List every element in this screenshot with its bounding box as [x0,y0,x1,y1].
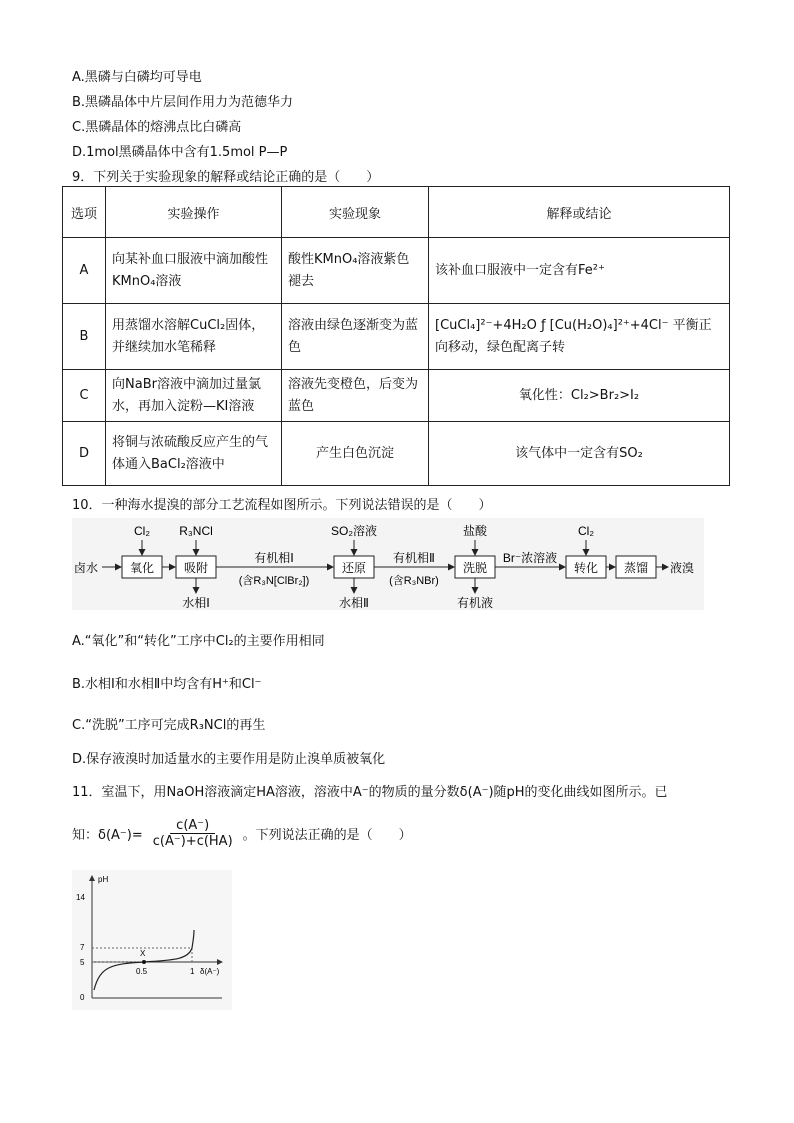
row-operation: 用蒸馏水溶解CuCl₂固体，并继续加水笔稀释 [106,304,282,370]
flow-box-elute [455,556,495,578]
arrow-label-organic-1: 有机相Ⅰ [254,551,294,565]
flow-box-reduce [334,556,374,578]
table-header-row [63,187,730,238]
y-axis-label: pH [98,875,109,884]
process-flow-diagram [72,518,704,610]
input-r3ncl: R₃NCl [179,524,213,538]
row-option: C [63,370,106,422]
row-conclusion: 氧化性：Cl₂>Br₂>I₂ [429,370,730,422]
y-tick-7: 7 [80,943,85,952]
input-cl2-2: Cl₂ [578,524,594,538]
flow-box-convert [566,556,606,578]
header-option: 选项 [63,187,106,238]
q11-ph-graph [72,870,232,1010]
q11-prefix: 知：δ(A⁻)= [72,828,143,843]
q10-option-c: C.“洗脱”工序可完成R₃NCl的再生 [72,718,266,733]
header-operation: 实验操作 [106,187,282,238]
point-x-label: X [140,949,146,958]
row-phenomenon: 溶液先变橙色，后变为蓝色 [282,370,429,422]
table-row [63,238,730,304]
flow-box-adsorb [176,556,216,578]
q10-option-d: D.保存液溴时加适量水的主要作用是防止溴单质被氧化 [72,752,386,767]
table-row [63,304,730,370]
row-conclusion: [CuCl₄]²⁻+4H₂O ƒ [Cu(H₂O)₄]²⁺+4Cl⁻ 平衡正向移动，绿色配离子转 [429,304,730,370]
svg-text:吸附: 吸附 [183,561,209,575]
row-operation: 向NaBr溶液中滴加过量氯水，再加入淀粉—KI溶液 [106,370,282,422]
row-operation: 向某补血口服液中滴加酸性KMnO₄溶液 [106,238,282,304]
svg-text:蒸馏: 蒸馏 [623,561,649,575]
q10-option-a: A.“氧化”和“转化”工序中Cl₂的主要作用相同 [72,634,325,649]
q8-option-c: C.黑磷晶体的熔沸点比白磷高 [72,120,242,135]
x-axis-label: δ(A⁻) [200,967,220,976]
fraction-numerator: c(A⁻) [170,818,215,834]
row-operation: 将铜与浓硫酸反应产生的气体通入BaCl₂溶液中 [106,422,282,486]
point-x [142,960,146,964]
arrow-label-organic-2: 有机相Ⅱ [393,551,435,565]
q8-option-b: B.黑磷晶体中片层间作用力为范德华力 [72,95,294,110]
flow-box-oxidize [122,556,162,578]
row-conclusion: 该气体中一定含有SO₂ [429,422,730,486]
arrow-sub-organic-2: (含R₃NBr) [389,575,439,587]
q8-option-a: A.黑磷与白磷均可导电 [72,70,202,85]
q9-table [62,186,730,486]
input-so2: SO₂溶液 [331,524,377,538]
input-hcl: 盐酸 [462,524,488,538]
svg-text:还原: 还原 [341,561,367,575]
row-phenomenon: 溶液由绿色逐渐变为蓝色 [282,304,429,370]
row-option: A [63,238,106,304]
q10-stem: 10．一种海水提溴的部分工艺流程如图所示。下列说法错误的是（ ） [72,498,492,513]
svg-text:转化: 转化 [573,561,599,575]
flow-box-distill [616,556,656,578]
q8-option-d: D.1mol黑磷晶体中含有1.5mol P—P [72,145,288,160]
y-tick-0: 0 [80,993,85,1002]
row-phenomenon: 酸性KMnO₄溶液紫色褪去 [282,238,429,304]
arrow-label-br-solution: Br⁻浓溶液 [502,551,558,565]
row-option: B [63,304,106,370]
input-cl2-1: Cl₂ [134,524,150,538]
q10-option-b: B.水相Ⅰ和水相Ⅱ中均含有H⁺和Cl⁻ [72,677,262,692]
x-tick-0-5: 0.5 [136,967,148,976]
row-option: D [63,422,106,486]
header-conclusion: 解释或结论 [429,187,730,238]
output-aqueous-2: 水相Ⅱ [339,596,369,610]
arrow-sub-organic-1: (含R₃N[ClBr₂]) [238,575,310,587]
q11-suffix: 。下列说法正确的是（ ） [242,828,412,843]
y-tick-5: 5 [80,958,85,967]
q11-fraction [147,818,239,849]
output-aqueous-1: 水相Ⅰ [182,596,210,610]
q11-stem-line1: 11．室温下，用NaOH溶液滴定HA溶液，溶液中A⁻的物质的量分数δ(A⁻)随pH的变化曲线如图所示。已 [72,785,668,800]
q9-stem: 9．下列关于实验现象的解释或结论正确的是（ ） [72,170,380,185]
flow-end-label: 液溴 [670,561,695,575]
svg-text:洗脱: 洗脱 [462,561,488,575]
header-phenomenon: 实验现象 [282,187,429,238]
x-tick-1: 1 [190,967,195,976]
y-tick-14: 14 [76,893,85,902]
row-phenomenon: 产生白色沉淀 [282,422,429,486]
flow-start-label: 卤水 [74,561,99,575]
fraction-denominator: c(A⁻)+c(HA) [152,834,233,849]
svg-text:氧化: 氧化 [129,561,155,575]
row-conclusion: 该补血口服液中一定含有Fe²⁺ [429,238,730,304]
table-row [63,422,730,486]
q11-stem-line2 [72,818,412,849]
output-organic: 有机液 [456,596,494,610]
table-row [63,370,730,422]
